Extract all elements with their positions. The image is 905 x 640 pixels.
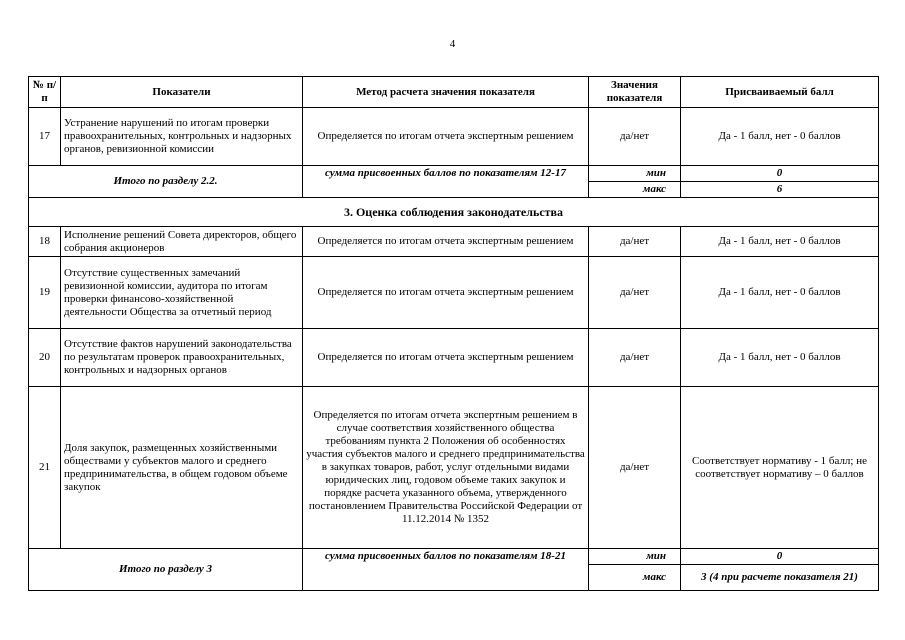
total-22-max-value: 6 — [681, 182, 879, 198]
row-indicator: Доля закупок, размещенных хозяйственными обществами у субъектов малого и среднего предпринимательства, в общем годовом объеме закупок — [61, 387, 303, 549]
table-row-21 — [29, 387, 879, 549]
row-score: Да - 1 балл, нет - 0 баллов — [681, 329, 879, 387]
total-3-sum-text: сумма присвоенных баллов по показателям 18-21 — [303, 549, 589, 591]
header-indicator: Показатели — [61, 77, 303, 108]
total-3-label: Итого по разделу 3 — [29, 549, 303, 591]
header-method: Метод расчета значения показателя — [303, 77, 589, 108]
row-method: Определяется по итогам отчета экспертным решением — [303, 257, 589, 329]
row-num: 19 — [29, 257, 61, 329]
page-number: 4 — [449, 38, 456, 50]
indicators-table — [28, 76, 879, 591]
total-22-label: Итого по разделу 2.2. — [29, 166, 303, 198]
table-row-19 — [29, 257, 879, 329]
total-22-sum-text: сумма присвоенных баллов по показателям 12-17 — [303, 166, 589, 198]
total-3-min-value: 0 — [681, 549, 879, 565]
row-method: Определяется по итогам отчета экспертным решением в случае соответствия хозяйственного общества требованиям пункта 2 Положения об особенностях участия субъектов малого и среднего предпринимательства в закупках товаров, работ, услуг отдельными видами юридических лиц, годовом объеме таких закупок и порядке расчета указанного объема, утвержденного постановлением Правительства Российской Федерации от 11.12.2014 № 1352 — [303, 387, 589, 549]
header-values: Значения показателя — [589, 77, 681, 108]
row-method: Определяется по итогам отчета экспертным решением — [303, 227, 589, 257]
row-num: 20 — [29, 329, 61, 387]
row-value: да/нет — [589, 227, 681, 257]
row-num: 18 — [29, 227, 61, 257]
total-3-max-value: 3 (4 при расчете показателя 21) — [681, 565, 879, 591]
row-value: да/нет — [589, 387, 681, 549]
section-3-row — [29, 198, 879, 227]
table-row-17 — [29, 108, 879, 166]
row-indicator: Исполнение решений Совета директоров, общего собрания акционеров — [61, 227, 303, 257]
row-value: да/нет — [589, 257, 681, 329]
row-num: 17 — [29, 108, 61, 166]
total-22-min-label: мин — [589, 166, 681, 182]
row-value: да/нет — [589, 329, 681, 387]
row-num: 21 — [29, 387, 61, 549]
section-3-title: 3. Оценка соблюдения законодательства — [29, 198, 879, 227]
row-score: Да - 1 балл, нет - 0 баллов — [681, 257, 879, 329]
row-method: Определяется по итогам отчета экспертным решением — [303, 329, 589, 387]
row-indicator: Отсутствие существенных замечаний ревизионной комиссии, аудитора по итогам проверки финансово-хозяйственной деятельности Общества за отчетный период — [61, 257, 303, 329]
total-3-min-row — [29, 549, 879, 565]
table-row-18 — [29, 227, 879, 257]
total-22-min-row — [29, 166, 879, 182]
row-indicator: Отсутствие фактов нарушений законодательства по результатам проверок правоохранительных, контрольных и надзорных органов — [61, 329, 303, 387]
row-indicator: Устранение нарушений по итогам проверки правоохранительных, контрольных и надзорных органов, ревизионной комиссии — [61, 108, 303, 166]
table-header-row — [29, 77, 879, 108]
total-3-max-label: макс — [589, 565, 681, 591]
row-method: Определяется по итогам отчета экспертным решением — [303, 108, 589, 166]
table-row-20 — [29, 329, 879, 387]
row-value: да/нет — [589, 108, 681, 166]
total-3-min-label: мин — [589, 549, 681, 565]
row-score: Да - 1 балл, нет - 0 баллов — [681, 108, 879, 166]
row-score: Соответствует нормативу - 1 балл; не соответствует нормативу – 0 баллов — [681, 387, 879, 549]
header-score: Присваиваемый балл — [681, 77, 879, 108]
header-num: № п/п — [29, 77, 61, 108]
total-22-max-label: макс — [589, 182, 681, 198]
row-score: Да - 1 балл, нет - 0 баллов — [681, 227, 879, 257]
total-22-min-value: 0 — [681, 166, 879, 182]
